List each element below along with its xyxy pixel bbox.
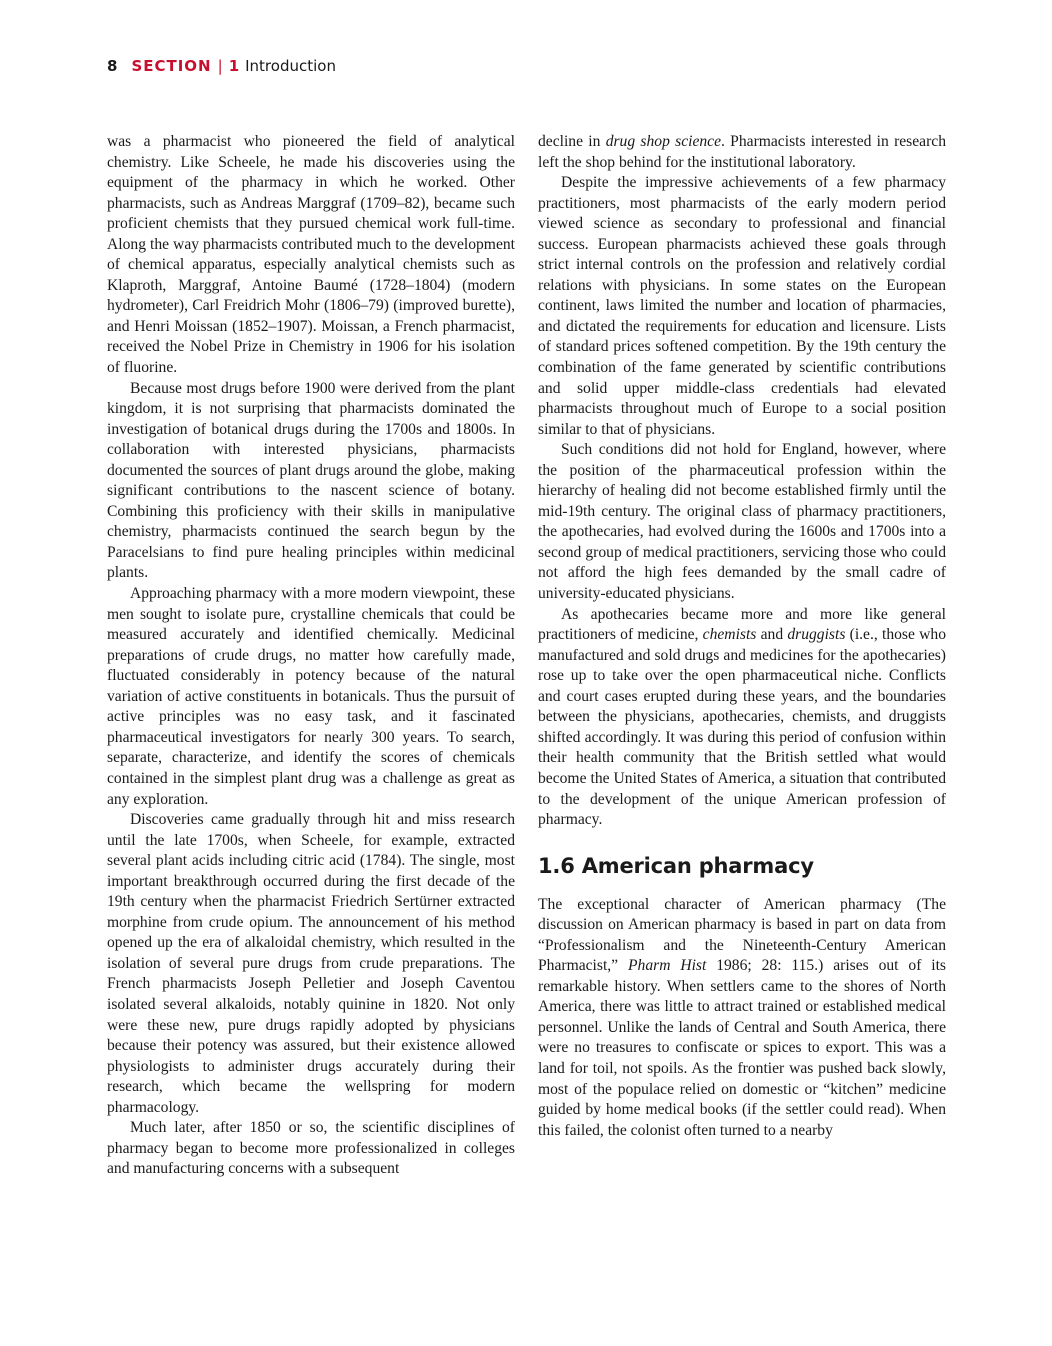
paragraph: decline in drug shop science. Pharmacists interested in research left the shop behind for the institutional laboratory. [538,133,946,171]
emphasis: druggists [787,626,846,644]
section-label: SECTION [131,57,212,75]
paragraph: The exceptional character of American pharmacy (The discussion on American pharmacy is based in part on data from “Professionalism and the Nineteenth-Century American Pharmacist,” Pharm Hist 1986; 28: 115.) arises out of its remarkable history. When settlers came to the shores of North America, there was little to attract trained or established medical personnel. Unlike the lands of Central and South America, there were no treasures to confiscate or spices to export. This was a land for toil, not spoils. As the frontier was pushed back slowly, most of the populace relied on domestic or “kitchen” medicine guided by home medical books (if the settler could read). When this failed, the colonist often turned to a nearby [538,895,946,1139]
section-number: 1 [228,57,240,75]
section-separator: | [217,57,223,75]
paragraph: was a pharmacist who pioneered the field of analytical chemistry. Like Scheele, he made his discoveries using the equipment of the pharmacy in which he worked. Other pharmacists, such as Andreas Marggraf (1709–82), became such proficient chemists that they pursued chemical work full-time. Along the way pharmacists contributed much to the development of chemical apparatus, especially analytical chemists such as Klaproth, Marggraf, Antoine Baumé (1728–1804) (modern hydrometer), Carl Freidrich Mohr (1806–79) (improved burette), and Henri Moissan (1852–1907). Moissan, a French pharmacist, received the Nobel Prize in Chemistry in 1906 for his isolation of fluorine. [107,133,515,377]
paragraph: Such conditions did not hold for England, however, where the position of the pharmaceutical profession within the hierarchy of healing did not become established firmly until the mid-19th century. The original class of pharmacy practitioners, the apothecaries, had evolved during the 1600s and 1700s into a second group of medical practitioners, servicing those who could not afford the high fees demanded by the small cadre of university-educated physicians. [538,441,946,603]
paragraph: Despite the impressive achievements of a few pharmacy practitioners, most pharmacists of the early modern period viewed science as secondary to professional and financial success. European pharmacists achieved these goals through strict internal controls on the profession and relatively cordial relations with physicians. In some states on the European continent, laws limited the number and location of pharmacies, and dictated the requirements for education and licensure. Lists of standard prices softened competition. By the 19th century the combination of the fame generated by scientific contributions and solid upper middle-class credentials had elevated pharmacists throughout much of Europe to a social position similar to that of physicians. [538,174,946,438]
running-head [107,57,336,75]
paragraph: Because most drugs before 1900 were derived from the plant kingdom, it is not surprising that pharmacists dominated the investigation of botanical drugs during the 1700s and 1800s. In collaboration with interested physicians, pharmacists documented the sources of plant drugs around the globe, making significant contributions to the nascent science of botany. Combining this proficiency with their skills in manipulative chemistry, pharmacists continued the search begun by the Paracelsians to find pure healing principles within medicinal plants. [107,379,515,582]
paragraph: Approaching pharmacy with a more modern viewpoint, these men sought to isolate pure, crystalline chemicals that could be measured accurately and identified chemically. Medicinal preparations of crude drugs, no matter how carefully made, fluctuated considerably in potency because of the natural variation of active constituents in botanicals. Thus the pursuit of active principles was no easy task, and it fascinated pharmaceutical investigators for nearly 300 years. To search, separate, characterize, and identify the scores of chemicals contained in the simplest plant drug was a challenge as great as any exploration. [107,585,515,808]
page-number: 8 [107,57,118,75]
right-column [538,132,946,1141]
paragraph: Discoveries came gradually through hit and miss research until the late 1700s, when Scheele, for example, extracted several plant acids including citric acid (1784). The single, most important breakthrough occurred during the first decade of the 19th century when the pharmacist Friedrich Sertürner extracted morphine from crude opium. The announcement of his method opened up the era of alkaloidal chemistry, which resulted in the isolation of several pure drugs from crude preparations. The French pharmacists Joseph Pelletier and Joseph Caventou isolated several alkaloids, notably quinine in 1820. Not only were these new, pure drugs rapidly adopted by physicians because their potency was assured, but their existence allowed physiologists to administer drugs accurately during their research, which became the wellspring for modern pharmacology. [107,811,515,1116]
paragraph: As apothecaries became more and more like general practitioners of medicine, chemists and druggists (i.e., those who manufactured and sold drugs and medicines for the apothecaries) rose up to take over the open pharmaceutical niche. Conflicts and court cases erupted during these years, and the boundaries between the physicians, apothecaries, chemists, and druggists shifted accordingly. It was during this period of confusion within their health community that the British settled what would become the United States of America, a situation that contributed to the development of the unique American profession of pharmacy. [538,605,946,829]
left-column [107,132,515,1180]
emphasis: Pharm Hist [628,957,707,975]
emphasis: drug shop science [605,133,722,150]
section-title: Introduction [245,57,336,75]
section-heading: 1.6 American pharmacy [538,853,814,878]
emphasis: chemists [702,626,757,644]
paragraph: Much later, after 1850 or so, the scientific disciplines of pharmacy began to become more professionalized in colleges and manufacturing concerns with a subsequent [107,1119,515,1178]
